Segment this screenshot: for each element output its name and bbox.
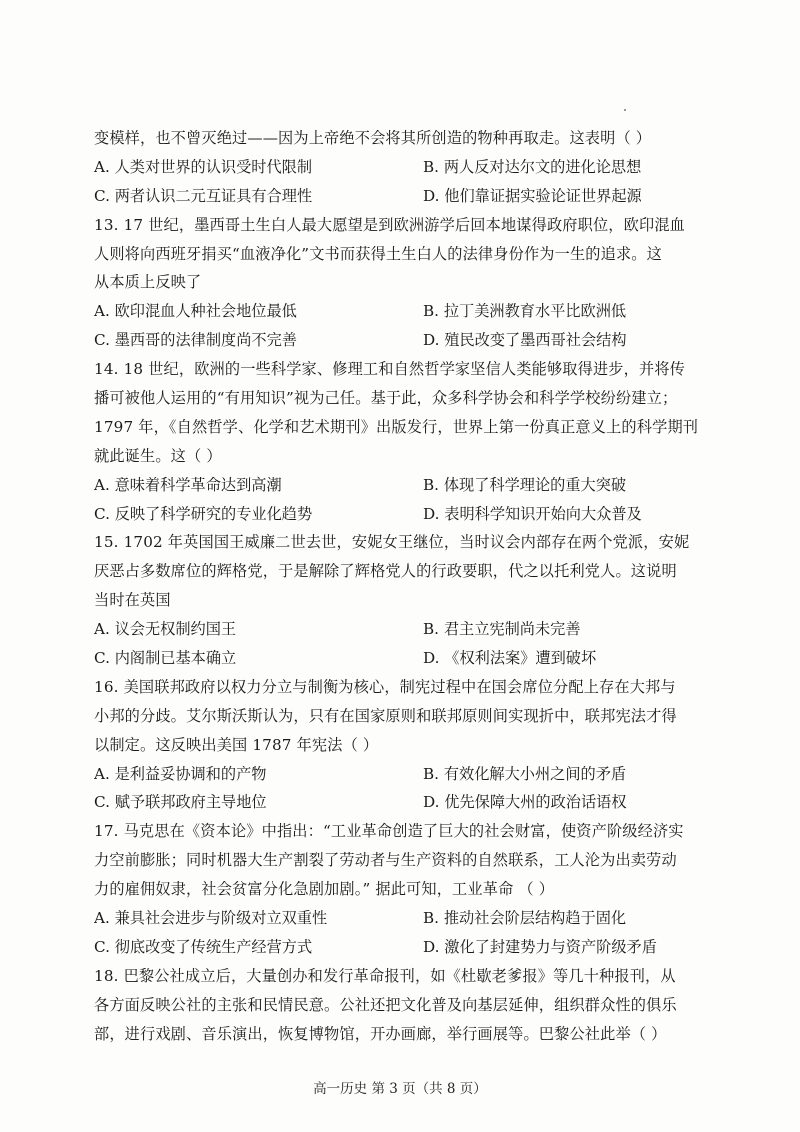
q16-option-d: D. 优先保障大州的政治话语权 — [423, 793, 627, 812]
q15-stem-line-1: 15. 1702 年英国国王威廉二世去世，安妮女王继位，当时议会内部存在两个党派，安妮 — [94, 533, 690, 552]
q15-option-a: A. 议会无权制约国王 — [94, 620, 237, 639]
q13-option-c: C. 墨西哥的法律制度尚不完善 — [94, 331, 297, 350]
q14-option-c: C. 反映了科学研究的专业化趋势 — [94, 504, 313, 523]
q15-options-row-1 — [94, 615, 724, 644]
q16-option-a: A. 是利益妥协调和的产物 — [94, 764, 267, 783]
q17-option-d: D. 激化了封建势力与资产阶级矛盾 — [423, 937, 657, 956]
q16-stem-line-3: 以制定。这反映出美国 1787 年宪法（ ） — [94, 735, 379, 754]
q16-options-row-1 — [94, 760, 724, 789]
q14-options-row-2 — [94, 500, 724, 529]
q13-stem-line-2: 人则将向西班牙捐买“血液净化”文书而获得土生白人的法律身份作为一生的追求。这 — [94, 244, 662, 263]
q15-option-b: B. 君主立宪制尚未完善 — [423, 620, 581, 639]
q14-stem-line-2: 播可被他人运用的“有用知识”视为己任。基于此，众多科学协会和科学学校纷纷建立； — [94, 389, 678, 408]
q14-stem-line-4: 就此诞生。这（ ） — [94, 446, 222, 465]
q16-options-row-2 — [94, 788, 724, 817]
q14-option-b: B. 体现了科学理论的重大突破 — [423, 475, 627, 494]
q17-stem-line-1: 17. 马克思在《资本论》中指出：“工业革命创造了巨大的社会财富，使资产阶级经济实 — [94, 822, 684, 841]
q12-options-row-1 — [94, 153, 724, 182]
q13-stem-line-3: 从本质上反映了 — [94, 273, 202, 292]
q16-stem-line-1: 16. 美国联邦政府以权力分立与制衡为核心，制宪过程中在国会席位分配上存在大邦与 — [94, 677, 676, 696]
q13-stem-line-1: 13. 17 世纪，墨西哥土生白人最大愿望是到欧洲游学后回本地谋得政府职位，欧印混血 — [94, 215, 685, 234]
q14-option-a: A. 意味着科学革命达到高潮 — [94, 475, 282, 494]
q13-option-a: A. 欧印混血人种社会地位最低 — [94, 302, 297, 321]
q13-options-row-2 — [94, 326, 724, 355]
q17-option-a: A. 兼具社会进步与阶级对立双重性 — [94, 909, 328, 928]
q12-option-d: D. 他们靠证据实验论证世界起源 — [423, 186, 642, 205]
q15-options-row-2 — [94, 644, 724, 673]
q13-option-b: B. 拉丁美洲教育水平比欧洲低 — [423, 302, 627, 321]
q12-option-c: C. 两者认识二元互证具有合理性 — [94, 186, 313, 205]
q15-option-c: C. 内阁制已基本确立 — [94, 649, 237, 668]
q12-option-a: A. 人类对世界的认识受时代限制 — [94, 157, 313, 176]
q18-stem-line-3: 部，进行戏剧、音乐演出，恢复博物馆，开办画廊，举行画展等。巴黎公社此举（ ） — [94, 1024, 667, 1043]
q17-option-b: B. 推动社会阶层结构趋于固化 — [423, 909, 627, 928]
q17-stem-line-3: 力的雇佣奴隶，社会贫富分化急剧加剧。” 据此可知，工业革命 （ ） — [94, 880, 555, 899]
q17-option-c: C. 彻底改变了传统生产经营方式 — [94, 937, 313, 956]
question-content — [94, 124, 724, 1049]
q18-stem-line-1: 18. 巴黎公社成立后，大量创办和发行革命报刊，如《杜歇老爹报》等几十种报刊，从 — [94, 966, 676, 985]
q17-options-row-2 — [94, 933, 724, 962]
page-footer: 高一历史 第 3 页（共 8 页） — [313, 1081, 487, 1097]
q12-stem-tail: 变模样，也不曾灭绝过——因为上帝绝不会将其所创造的物种再取走。这表明（ ） — [94, 129, 652, 147]
scan-speck — [624, 109, 626, 111]
q16-option-c: C. 赋予联邦政府主导地位 — [94, 793, 267, 812]
q16-option-b: B. 有效化解大小州之间的矛盾 — [423, 764, 627, 783]
q13-options-row-1 — [94, 297, 724, 326]
q12-option-b: B. 两人反对达尔文的进化论思想 — [423, 157, 642, 176]
q16-stem-line-2: 小邦的分歧。艾尔斯沃斯认为，只有在国家原则和联邦原则间实现折中，联邦宪法才得 — [94, 706, 677, 725]
q17-stem-line-2: 力空前膨胀；同时机器大生产割裂了劳动者与生产资料的自然联系，工人沦为出卖劳动 — [94, 851, 677, 870]
q17-options-row-1 — [94, 904, 724, 933]
q14-stem-line-1: 14. 18 世纪，欧洲的一些科学家、修理工和自然哲学家坚信人类能够取得进步，并将传 — [94, 360, 685, 379]
q15-stem-line-2: 厌恶占多数席位的辉格党，于是解除了辉格党人的行政要职，代之以托利党人。这说明 — [94, 562, 677, 581]
q15-option-d: D. 《权利法案》遭到破坏 — [423, 649, 597, 668]
q14-options-row-1 — [94, 471, 724, 500]
q14-stem-line-3: 1797 年，《自然哲学、化学和艺术期刊》出版发行，世界上第一份真正意义上的科学期刊 — [94, 417, 699, 436]
q13-option-d: D. 殖民改变了墨西哥社会结构 — [423, 331, 627, 350]
q15-stem-line-3: 当时在英国 — [94, 591, 171, 610]
q14-option-d: D. 表明科学知识开始向大众普及 — [423, 504, 642, 523]
q12-options-row-2 — [94, 182, 724, 211]
q18-stem-line-2: 各方面反映公社的主张和民情民意。公社还把文化普及向基层延伸，组织群众性的俱乐 — [94, 995, 677, 1014]
